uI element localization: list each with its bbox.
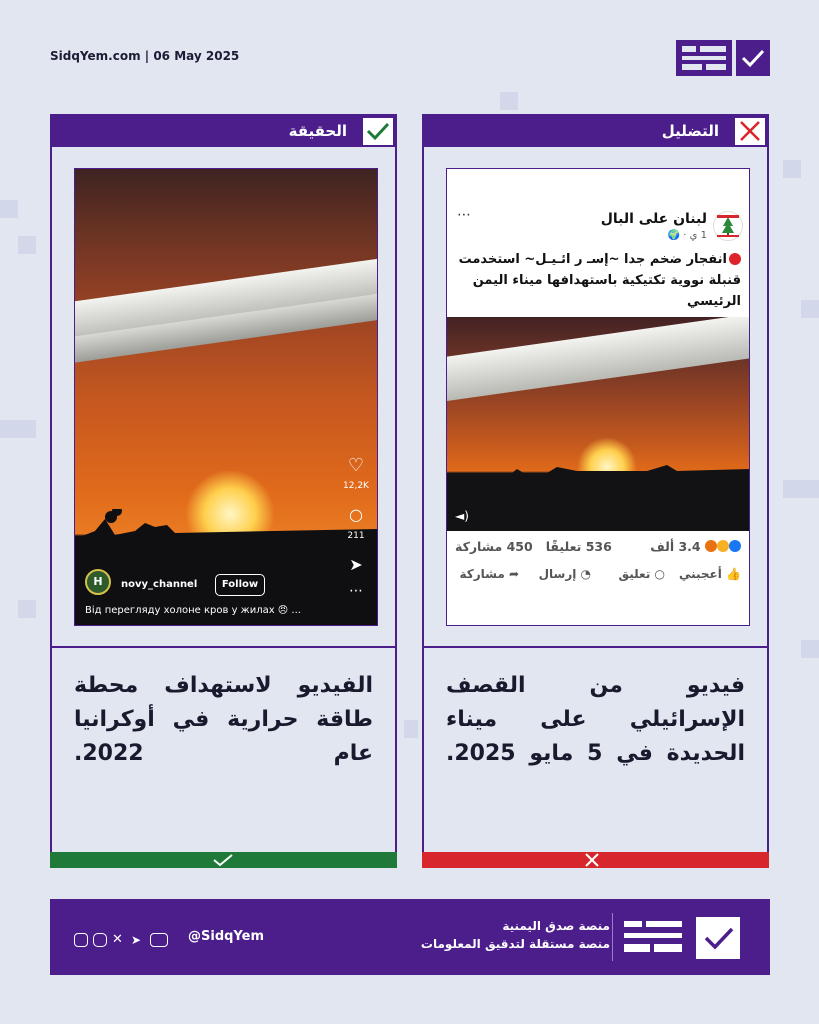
share-icon[interactable]: ➤ (349, 555, 363, 574)
post-meta: 1 ي · 🌍 (667, 230, 707, 241)
bg-pixel (18, 236, 36, 254)
bg-pixel (783, 480, 819, 498)
like-button[interactable]: 👍 أعجبني (678, 567, 741, 581)
video-caption: Від перегляду холоне кров у жилах 😠 ... (85, 605, 301, 616)
sidqyem-logo-icon (624, 917, 744, 959)
comment-icon[interactable]: ○ (349, 505, 363, 524)
more-options-icon[interactable]: ⋯ (457, 207, 471, 223)
bg-pixel (801, 640, 819, 658)
bg-pixel (0, 200, 18, 218)
post-text (455, 249, 741, 312)
angry-reaction-icon (705, 540, 717, 552)
social-handle[interactable]: @SidqYem (188, 929, 265, 944)
cross-icon (584, 853, 600, 867)
comment-count: 211 (347, 531, 365, 541)
claim-title: التضليل (661, 122, 719, 140)
bg-pixel (404, 720, 418, 738)
claim-panel-header (424, 116, 767, 147)
channel-name[interactable]: novy_channel (121, 579, 198, 590)
send-button[interactable]: ◔ إرسال (538, 567, 591, 581)
true-status-bar (50, 852, 397, 868)
footer-line1: منصة صدق اليمنية (502, 919, 610, 933)
footer-separator (612, 913, 613, 961)
youtube-icon[interactable] (150, 933, 168, 947)
truth-caption: الفيديو لاستهداف محطة طاقة حرارية في أوكرانيا عام 2022. (74, 673, 373, 766)
reactions[interactable] (650, 539, 741, 554)
panel-divider (424, 646, 767, 648)
post-actions (455, 567, 741, 585)
actual-video[interactable] (74, 168, 378, 626)
comment-button[interactable]: ○ تعليق (618, 567, 665, 581)
comment-label: تعليق (618, 567, 651, 581)
window-shade (447, 317, 749, 402)
send-label: إرسال (538, 567, 577, 581)
claim-panel (422, 114, 769, 868)
claim-caption: فيديو من القصف الإسرائيلي على ميناء الحديدة في 5 مايو 2025. (446, 673, 745, 766)
false-status-bar (422, 852, 769, 868)
claim-post (446, 168, 750, 626)
sad-reaction-icon (717, 540, 729, 552)
comment-count[interactable]: 536 تعليقًا (545, 539, 612, 554)
share-count[interactable]: 450 مشاركة (455, 539, 533, 554)
follow-button[interactable]: Follow (215, 574, 265, 596)
share-button[interactable]: ➦ مشاركة (459, 567, 519, 581)
bg-pixel (0, 420, 36, 438)
panel-divider (52, 646, 395, 648)
check-icon (363, 118, 393, 145)
footer-line2: منصة مستقلة لتدقيق المعلومات (420, 937, 610, 951)
sidqyem-logo-icon (676, 40, 770, 76)
truth-panel (50, 114, 397, 868)
skyline-silhouette (447, 463, 749, 531)
speaker-icon[interactable]: ◄) (455, 509, 469, 523)
source-date: SidqYem.com | 06 May 2025 (50, 49, 240, 63)
bg-pixel (783, 160, 801, 178)
social-icons (74, 929, 173, 945)
truth-title: الحقيقة (288, 122, 347, 140)
share-label: مشاركة (459, 567, 505, 581)
lebanon-flag-avatar[interactable] (713, 211, 743, 241)
bg-pixel (18, 600, 36, 618)
instagram-icon[interactable] (93, 933, 107, 947)
engagement-counts (455, 539, 612, 554)
bg-pixel (500, 92, 518, 110)
x-icon[interactable]: ✕ (112, 931, 123, 947)
post-video[interactable] (447, 317, 749, 531)
like-reaction-icon (729, 540, 741, 552)
cross-icon (735, 118, 765, 145)
like-count: 12,2K (343, 481, 369, 491)
post-stats (455, 539, 741, 557)
check-icon (212, 853, 234, 867)
like-label: أعجبني (678, 567, 722, 581)
reaction-count: 3.4 ألف (650, 539, 701, 554)
truth-panel-header (52, 116, 395, 147)
footer-bar (50, 899, 770, 975)
telegram-icon[interactable]: ➤ (131, 932, 142, 947)
bg-pixel (801, 300, 819, 318)
more-icon[interactable]: ⋯ (349, 583, 363, 599)
facebook-icon[interactable] (74, 933, 88, 947)
post-text-body: انفجار ضخم جدا ~إسـ ر ائـيـل~ استخدمت قنبلة نووية تكتيكية باستهدافها ميناء اليمن الرئيسي (458, 252, 741, 309)
red-circle-icon (729, 253, 741, 265)
like-icon[interactable]: ♡ (347, 455, 365, 476)
page-name[interactable]: لبنان على البال (600, 211, 707, 227)
avatar[interactable]: H (85, 569, 111, 595)
